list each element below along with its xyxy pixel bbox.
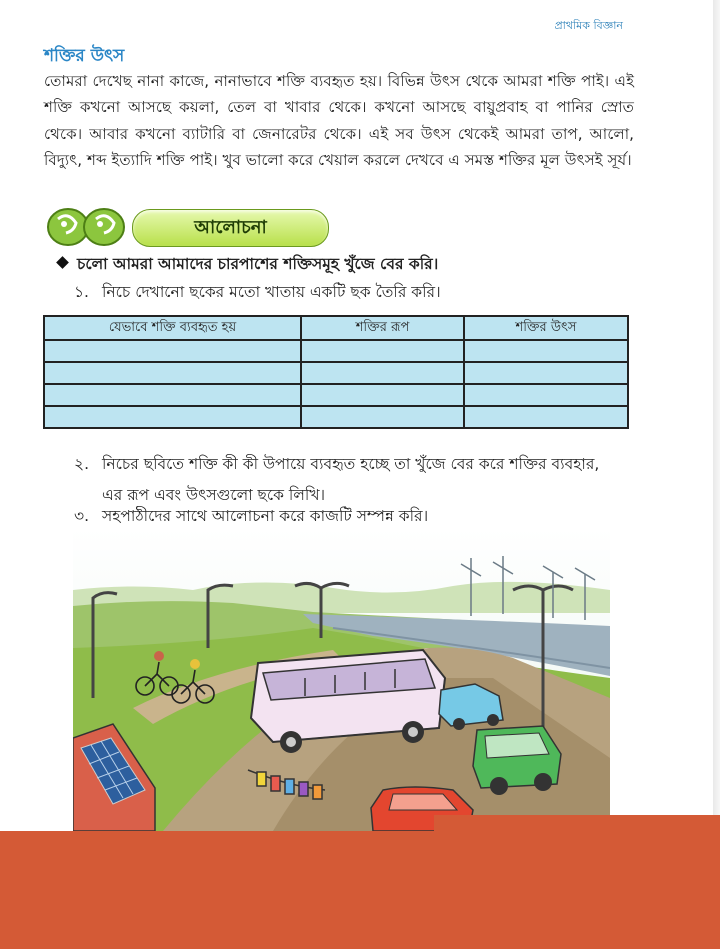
table-header: যেভাবে শক্তি ব্যবহৃত হয় xyxy=(44,316,301,340)
page-edge xyxy=(713,0,720,949)
table-row xyxy=(44,406,628,428)
table-row xyxy=(44,384,628,406)
energy-table xyxy=(43,315,629,429)
discussion-bubbles-icon xyxy=(46,207,126,247)
subject-header: প্রাথমিক বিজ্ঞান xyxy=(554,19,623,32)
step-1: ১. নিচে দেখানো ছকের মতো খাতায় একটি ছক তৈরি করি। xyxy=(74,283,441,301)
task-heading xyxy=(58,252,438,278)
table-header: শক্তির রূপ xyxy=(301,316,464,340)
orange-footer-band xyxy=(0,831,720,949)
table-header: শক্তির উৎস xyxy=(464,316,628,340)
section-paragraph: তোমরা দেখেছ নানা কাজে, নানাভাবে শক্তি ব্যবহৃত হয়। বিভিন্ন উৎস থেকে আমরা শক্তি পাই। এই শক্তি কখনো আসছে কয়লা, তেল বা খাবার থেকে। কখনো আসছে বায়ুপ্রবাহ বা পানির স্রোত থেকে। আবার কখনো ব্যাটারি বা জেনারেটর থেকে। এই সব উৎস থেকেই আমরা তাপ, আলো, বিদ্যুৎ, শব্দ ইত্যাদি শক্তি পাই। খুব ভালো করে খেয়াল করলে দেখবে এ সমস্ত শক্তির মূল উৎসই সূর্য। xyxy=(44,72,634,169)
section-title: শক্তির উৎস xyxy=(44,46,125,66)
step-2: ২. নিচের ছবিতে শক্তি কী কী উপায়ে ব্যবহৃত হচ্ছে তা খুঁজে বের করে শক্তির ব্যবহার, এর রূপ এবং উৎসগুলো ছকে লিখি। xyxy=(74,455,600,504)
diamond-bullet-icon xyxy=(56,256,69,269)
discussion-label: আলোচনা xyxy=(132,209,329,247)
table-row xyxy=(44,340,628,362)
step-3: ৩. সহপাঠীদের সাথে আলোচনা করে কাজটি সম্পন্ন করি। xyxy=(74,507,429,525)
table-row xyxy=(44,362,628,384)
table-header-row xyxy=(44,316,628,340)
task-text: চলো আমরা আমাদের চারপাশের শক্তিসমূহ খুঁজে বের করি। xyxy=(77,255,439,273)
energy-scene-illustration xyxy=(73,528,610,831)
orange-footer-notch xyxy=(434,815,720,835)
